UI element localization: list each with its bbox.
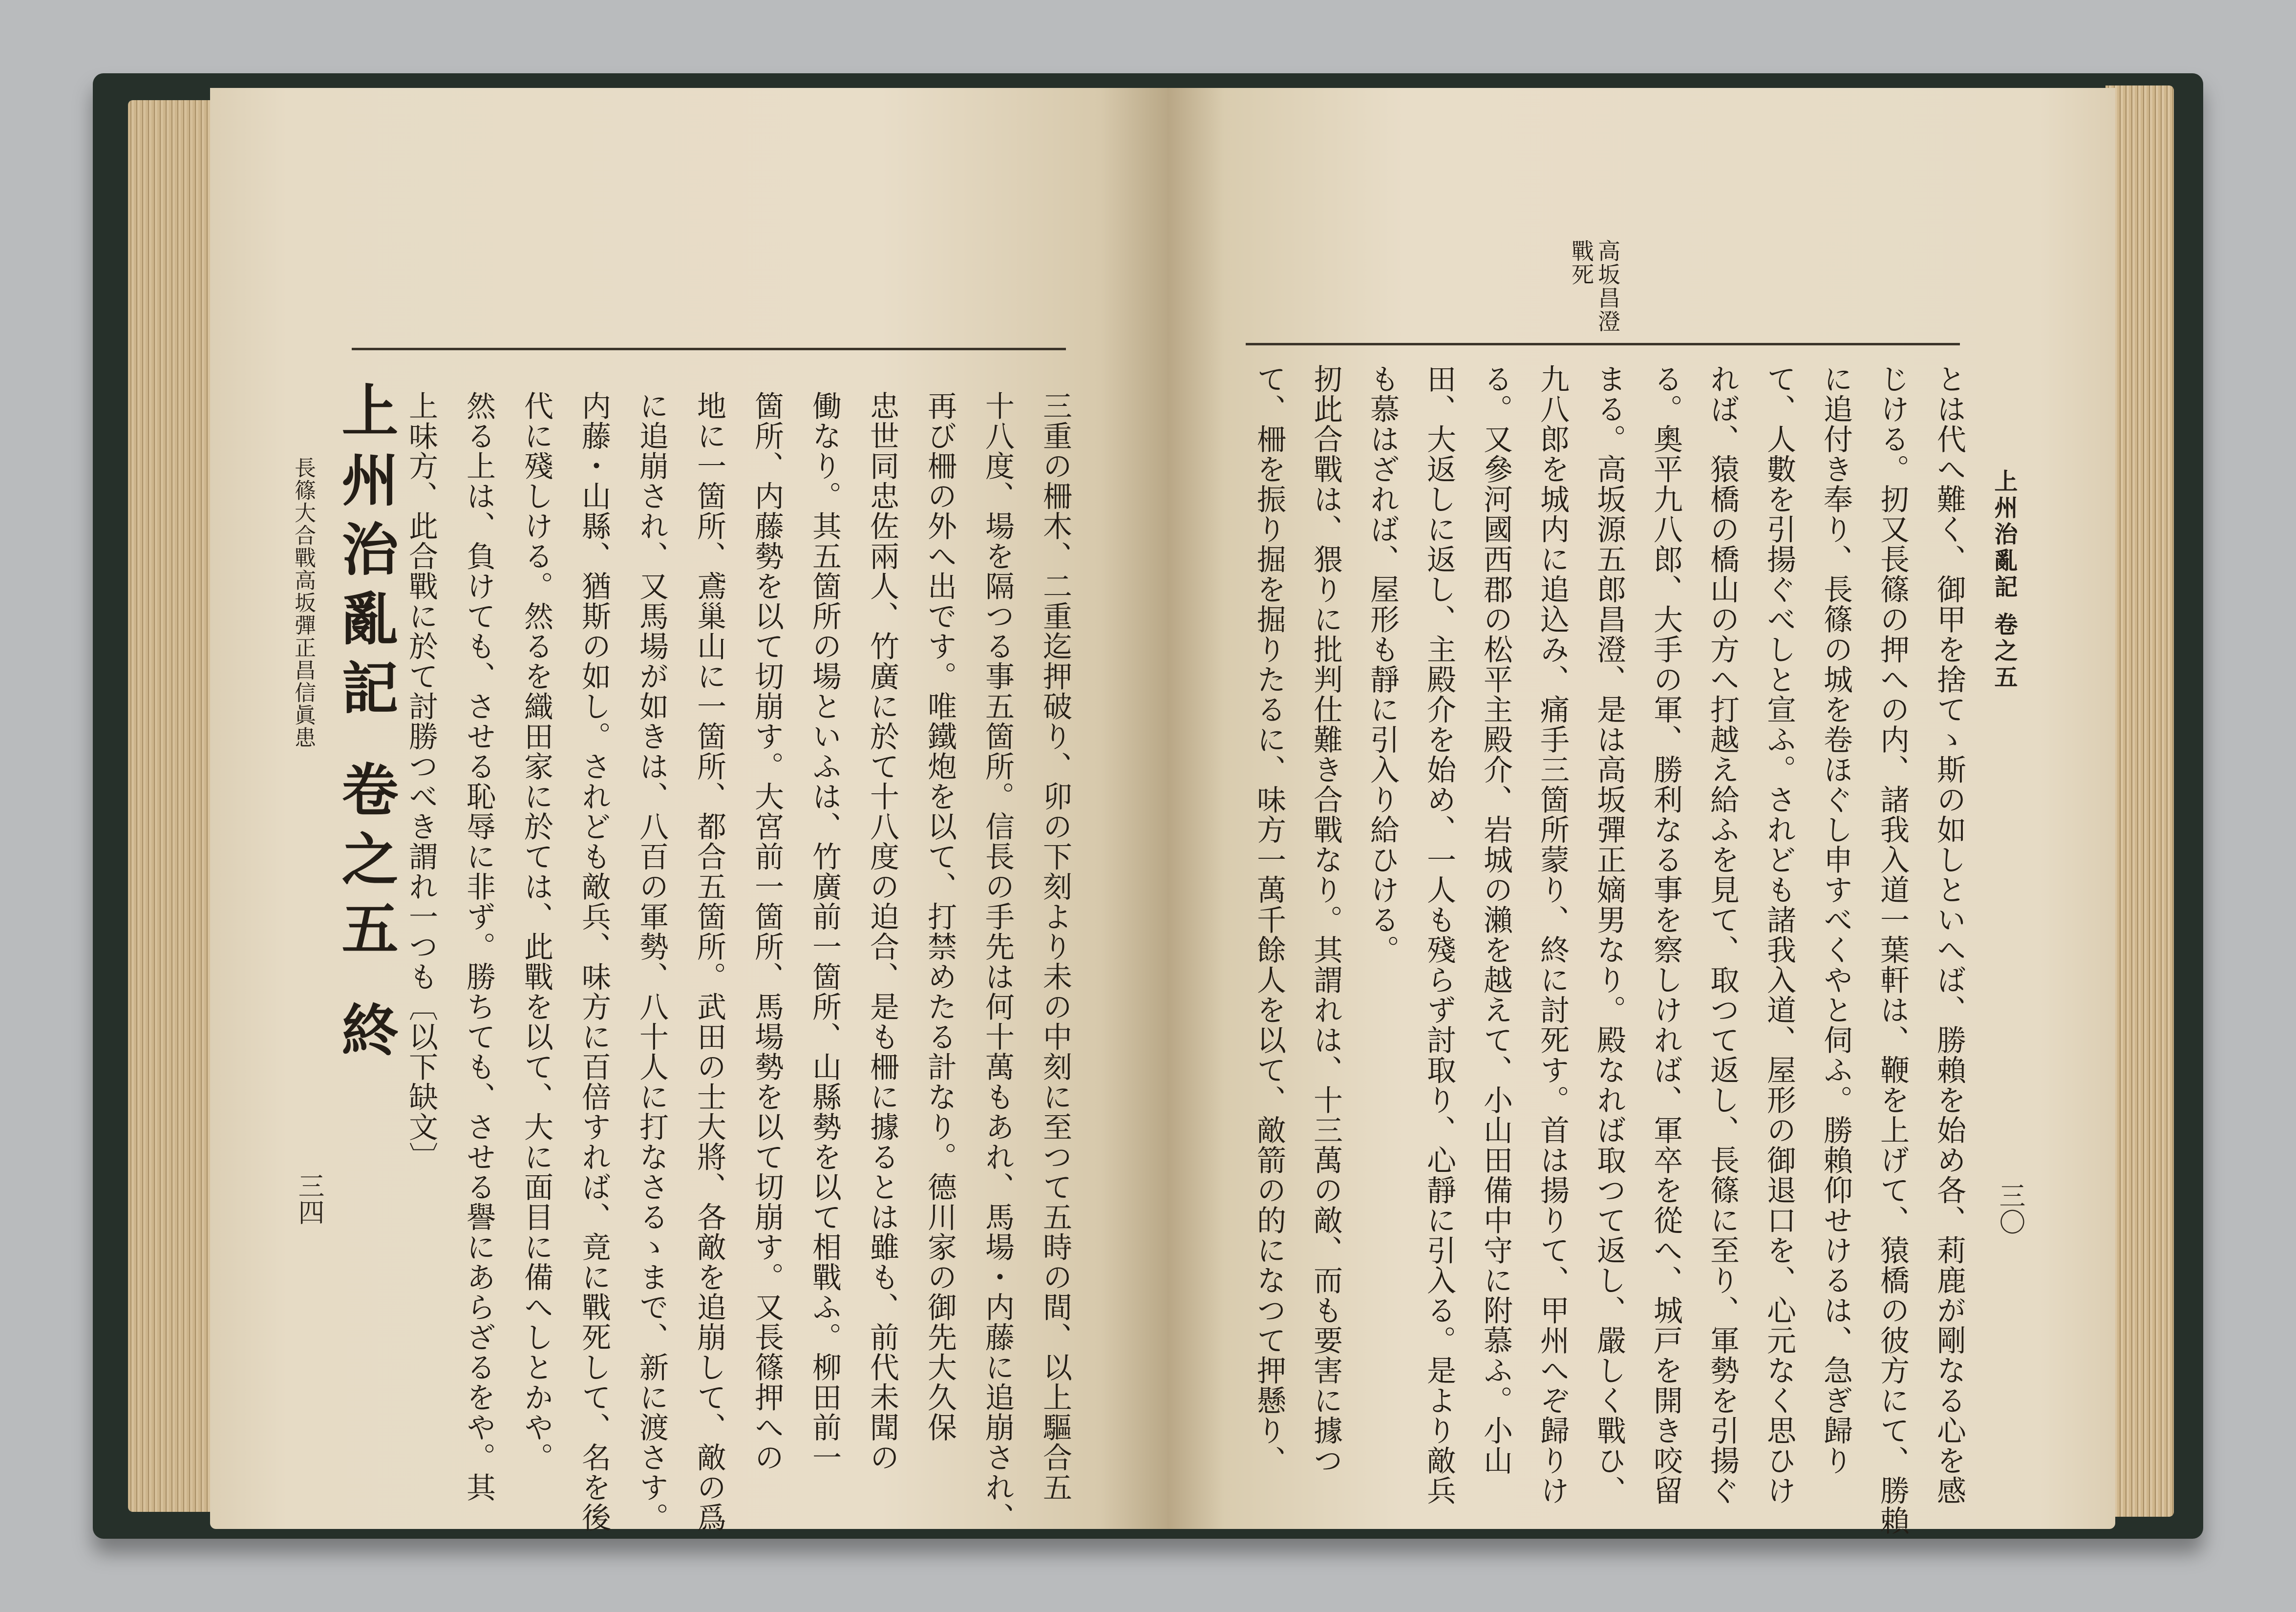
text-column: 九八郎を城内に追込み、痛手三箇所蒙り、終に討死す。首は揚りて、甲州へぞ歸りけ [1535,364,1570,1506]
text-column: て、柵を振り掘を掘りたるに、味方一萬千餘人を以て、敵箭の的になつて押懸り、 [1252,364,1286,1476]
text-column: 代に殘しける。然るを織田家に於ては、此戰を以て、大に面目に備へしとかや。 [519,391,553,1472]
right-page-block-edge [2105,85,2174,1517]
text-column: る。又參河國西郡の松平主殿介、岩城の瀨を越えて、小山田備中守に附慕ふ。小山 [1479,364,1513,1476]
text-column: 再び柵の外へ出です。唯鐵炮を以て、打禁めたる計なり。德川家の御先大久保 [923,391,957,1442]
text-column: 田、大返しに返し、主殿介を始め、一人も殘らず討取り、心靜に引入る。是より敵兵 [1422,364,1456,1506]
text-column: 然る上は、負けても、させる恥辱に非ず。勝ちても、させる譽にあらざるをや。其 [462,391,496,1503]
left-page-block-edge [128,100,216,1512]
right-page-rule [1246,343,1960,345]
text-column: に追崩され、又馬場が如きは、八百の軍勢、八十人に打なさるゝまで、新に渡さす。 [635,391,669,1532]
right-running-header: 上州治亂記 卷之五 [1990,469,2018,691]
text-column: じける。扨又長篠の押への内、諸我入道一葉軒は、鞭を上げて、猿橋の彼方にて、勝賴 [1875,364,1910,1536]
text-column: れば、猿橋の橋山の方へ打越え給ふを見て、取つて返し、長篠に至り、軍勢を引揚ぐ [1705,364,1740,1506]
left-page-rule [352,348,1066,350]
text-column: て、人數を引揚ぐべしと宣ふ。されども諸我入道、屋形の御退口を、心元なく思ひけ [1762,364,1796,1506]
text-column: 十八度、場を隔つる事五箇所。信長の手先は何十萬もあれ、馬場・内藤に追崩され、 [980,391,1015,1532]
text-column: る。奧平九八郎、大手の軍、勝利なる事を察しければ、軍卒を從へ、城戸を開き咬留 [1649,364,1683,1506]
text-column: 内藤・山縣、猶斯の如し。されども敵兵、味方に百倍すれば、竟に戰死して、名を後 [577,391,611,1532]
text-column: 扨此合戰は、猥りに批判仕難き合戰なり。其謂れは、十三萬の敵、而も要害に據つ [1309,364,1343,1476]
text-column: に追付き奉り、長篠の城を卷ほぐし申すべくやと伺ふ。勝賴仰せけるは、急ぎ歸り [1819,364,1853,1476]
text-column: 上味方、此合戰に於て討勝つべき謂れ一つも〔以下缺文〕 [404,391,438,1172]
text-column: 地に一箇所、鳶巢山に一箇所、都合五箇所。武田の士大將、各敵を追崩して、敵の爲 [692,391,726,1532]
text-column: も慕はざれば、屋形も靜に引入り給ひける。 [1365,364,1400,965]
text-column: 箇所、内藤勢を以て切崩す。大宮前一箇所、馬場勢を以て切崩す。又長篠押への [750,391,784,1472]
text-column: 忠世同忠佐兩人、竹廣に於て十八度の迫合、是も柵に據るとは雖も、前代未聞の [865,391,899,1472]
text-column: とは代へ難く、御甲を捨てゝ斯の如しといへば、勝賴を始め各、莉鹿が剛なる心を感 [1932,364,1966,1506]
text-column: まる。高坂源五郎昌澄、是は高坂彈正嫡男なり。殿なれば取つて返し、嚴しく戰ひ、 [1592,364,1626,1506]
left-page-subtitle: 長篠大合戰高坂彈正昌信眞患 [291,457,316,749]
left-page-title: 上州治亂記 卷之五 終 [332,381,399,1070]
left-page-number: 三四 [294,1172,325,1225]
right-page-number: 三〇 [1995,1182,2026,1235]
text-column: 働なり。其五箇所の場といふは、竹廣前一箇所、山縣勢を以て相戰ふ。柳田前一 [808,391,842,1472]
text-column: 三重の柵木、二重迄押破り、卯の下刻より未の中刻に至つて五時の間、以上驅合五 [1038,391,1072,1503]
right-side-heading: 高坂昌澄戰死 [1568,239,1621,333]
